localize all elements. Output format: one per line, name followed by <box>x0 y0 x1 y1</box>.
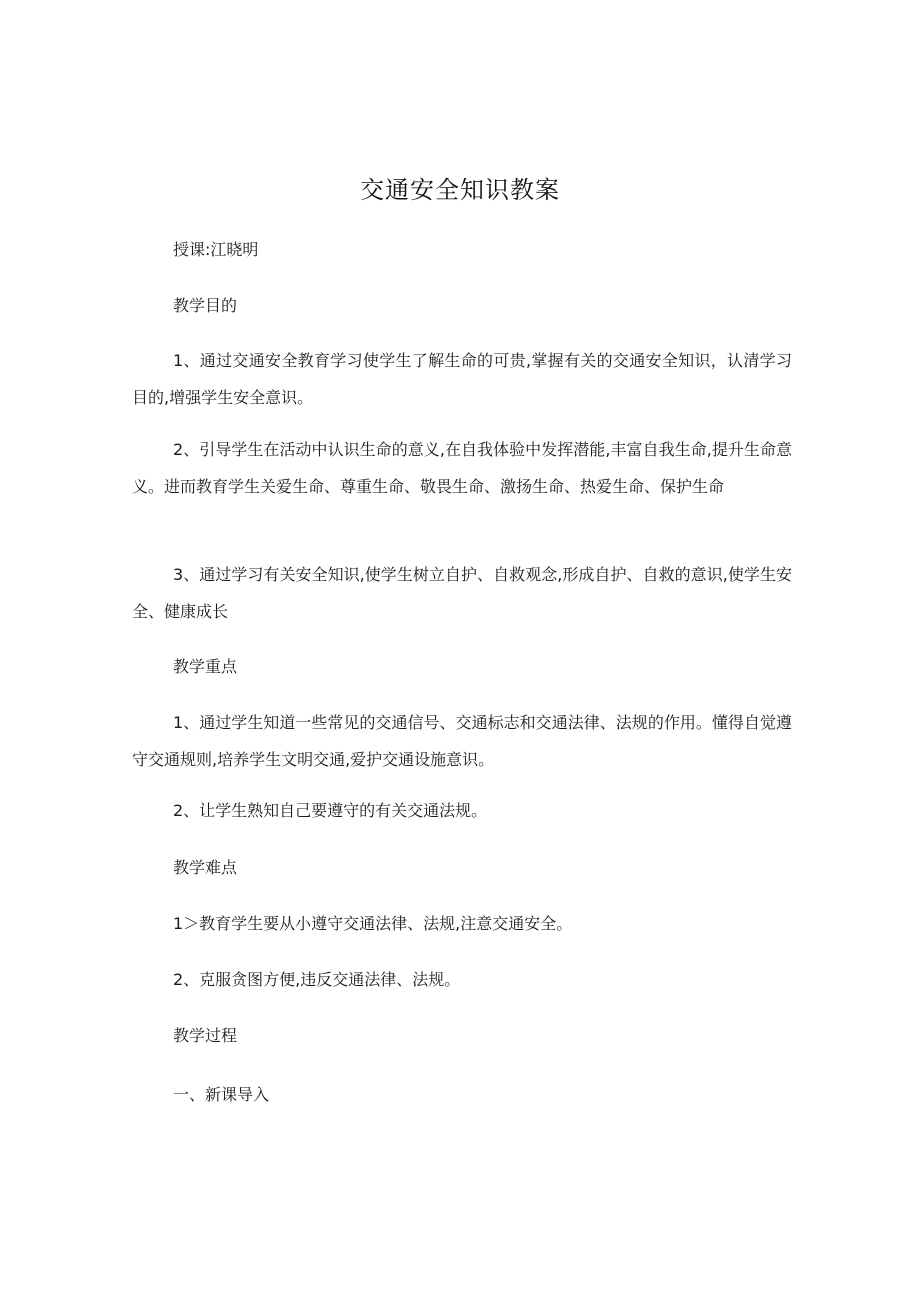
key-points-heading: 教学重点 <box>173 657 238 676</box>
objective-item-3: 3、通过学习有关安全知识,使学生树立自护、自救观念,形成自护、自救的意识,使学生安全、健康成长 <box>132 565 792 621</box>
objective-item-2: 2、引导学生在活动中认识生命的意义,在自我体验中发挥潜能,丰富自我生命,提升生命意义。进而教育学生关爱生命、尊重生命、敬畏生命、激扬生命、热爱生命、保护生命 <box>132 440 792 496</box>
difficulty-item-1: 1＞教育学生要从小遵守交通法律、法规,注意交通安全。 <box>173 914 573 933</box>
process-step-1: 一、新课导入 <box>173 1085 270 1104</box>
key-point-item-1: 1、通过学生知道一些常见的交通信号、交通标志和交通法律、法规的作用。懂得自觉遵守交通规则,培养学生文明交通,爱护交通设施意识。 <box>132 713 792 769</box>
key-point-item-2: 2、让学生熟知自己要遵守的有关交通法规。 <box>173 801 488 820</box>
difficulty-item-2: 2、克服贪图方便,违反交通法律、法规。 <box>173 970 461 989</box>
objective-item-1: 1、通过交通安全教育学习使学生了解生命的可贵,掌握有关的交通安全知识，认清学习目的,增强学生安全意识。 <box>132 351 792 407</box>
process-heading: 教学过程 <box>173 1026 238 1045</box>
document-title: 交通安全知识教案 <box>360 176 560 204</box>
objectives-heading: 教学目的 <box>173 296 238 315</box>
difficulties-heading: 教学难点 <box>173 858 238 877</box>
author-line: 授课:江晓明 <box>173 240 259 259</box>
